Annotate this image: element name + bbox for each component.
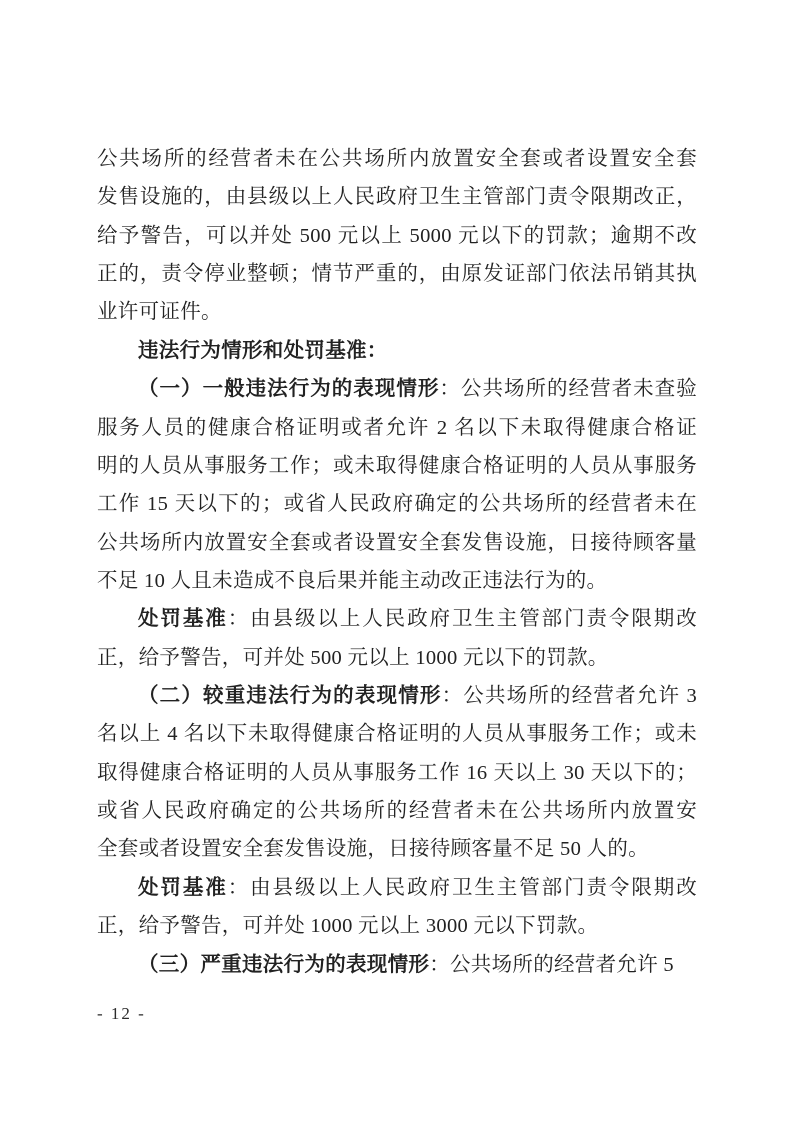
text-line bbox=[97, 830, 697, 868]
text-run: 正，给予警告，可并处 1000 元以上 3000 元以下罚款。 bbox=[97, 915, 599, 938]
text-line bbox=[97, 562, 697, 600]
text-run: 明的人员从事服务工作；或未取得健康合格证明的人员从事服务 bbox=[97, 454, 697, 477]
text-line bbox=[97, 946, 697, 984]
text-line bbox=[97, 293, 697, 331]
text-run: 公共场所内放置安全套或者设置安全套发售设施，日接待顾客量 bbox=[97, 531, 697, 554]
text-line bbox=[97, 754, 697, 792]
text-line bbox=[97, 255, 697, 293]
text-line bbox=[97, 677, 697, 715]
text-run: 全套或者设置安全套发售设施，日接待顾客量不足 50 人的。 bbox=[97, 838, 649, 861]
text-run: 名以上 4 名以下未取得健康合格证明的人员从事服务工作；或未 bbox=[97, 723, 697, 746]
text-run: ：由县级以上人民政府卫生主管部门责令限期改 bbox=[227, 608, 697, 631]
text-run: ：由县级以上人民政府卫生主管部门责令限期改 bbox=[227, 876, 697, 899]
text-line bbox=[97, 600, 697, 638]
text-line bbox=[97, 409, 697, 447]
text-line bbox=[97, 869, 697, 907]
text-run: 取得健康合格证明的人员从事服务工作 16 天以上 30 天以下的； bbox=[97, 761, 697, 784]
text-line bbox=[97, 485, 697, 523]
text-line bbox=[97, 140, 697, 178]
document-body bbox=[97, 140, 697, 984]
text-run: 业许可证件。 bbox=[97, 301, 222, 324]
text-line bbox=[97, 715, 697, 753]
text-run: 或省人民政府确定的公共场所的经营者未在公共场所内放置安 bbox=[97, 800, 697, 823]
text-line bbox=[97, 370, 697, 408]
text-run: ：公共场所的经营者允许 3 bbox=[441, 685, 697, 708]
text-line bbox=[97, 447, 697, 485]
text-line bbox=[97, 217, 697, 255]
text-run: 正的，责令停业整顿；情节严重的，由原发证部门依法吊销其执 bbox=[97, 263, 697, 286]
text-run: 给予警告，可以并处 500 元以上 5000 元以下的罚款；逾期不改 bbox=[97, 224, 697, 247]
text-line bbox=[97, 639, 697, 677]
text-line bbox=[97, 792, 697, 830]
text-run: ：公共场所的经营者未查验 bbox=[439, 378, 697, 401]
text-run: 工作 15 天以下的；或省人民政府确定的公共场所的经营者未在 bbox=[97, 493, 697, 516]
text-line bbox=[97, 178, 697, 216]
text-run: ：公共场所的经营者允许 5 bbox=[429, 953, 674, 976]
text-line bbox=[97, 332, 697, 370]
text-run: 不足 10 人且未造成不良后果并能主动改正违法行为的。 bbox=[97, 569, 608, 592]
text-run: 发售设施的，由县级以上人民政府卫生主管部门责令限期改正， bbox=[97, 186, 697, 209]
bold-text-run: 处罚基准 bbox=[138, 608, 228, 631]
bold-text-run: （一）一般违法行为的表现情形 bbox=[138, 378, 440, 401]
page-number: - 12 - bbox=[97, 1004, 146, 1023]
bold-text-run: （二）较重违法行为的表现情形 bbox=[138, 685, 442, 708]
text-line bbox=[97, 524, 697, 562]
bold-text-run: （三）严重违法行为的表现情形 bbox=[138, 953, 430, 976]
bold-text-run: 违法行为情形和处罚基准： bbox=[138, 339, 388, 362]
text-run: 正，给予警告，可并处 500 元以上 1000 元以下的罚款。 bbox=[97, 646, 609, 669]
text-run: 公共场所的经营者未在公共场所内放置安全套或者设置安全套 bbox=[97, 148, 697, 170]
text-run: 服务人员的健康合格证明或者允许 2 名以下未取得健康合格证 bbox=[97, 416, 697, 439]
bold-text-run: 处罚基准 bbox=[138, 876, 228, 899]
text-line bbox=[97, 907, 697, 945]
